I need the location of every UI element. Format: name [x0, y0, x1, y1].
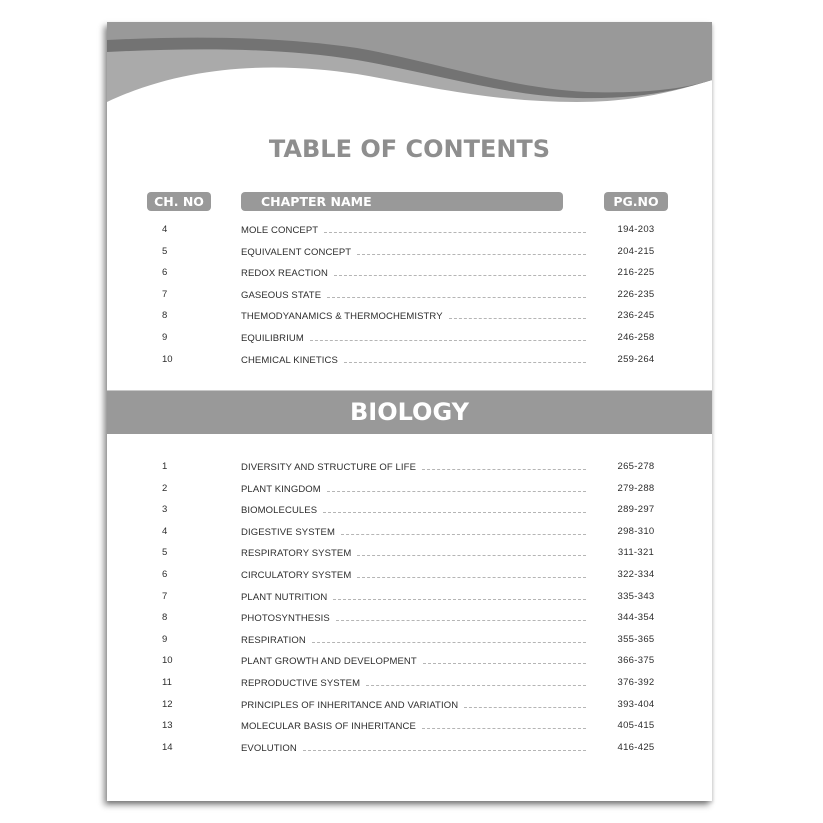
toc-row: [107, 266, 712, 280]
page-range: 311-321: [617, 547, 655, 559]
chapter-name: RESPIRATION: [241, 634, 306, 646]
toc-row: [107, 503, 712, 517]
toc-row: [107, 245, 712, 259]
chapter-number: 8: [162, 612, 168, 624]
chapter-number: 10: [162, 353, 173, 365]
chapter-number: 6: [162, 267, 168, 279]
page-range: 355-365: [617, 633, 655, 645]
dotted-leader: [341, 525, 586, 535]
page-range: 344-354: [617, 612, 655, 624]
dotted-leader: [422, 719, 586, 729]
chapter-name-with-leader: [241, 460, 586, 475]
chapter-number: 4: [162, 224, 168, 235]
toc-row: [107, 568, 712, 582]
chapter-name: DIVERSITY AND STRUCTURE OF LIFE: [241, 462, 417, 473]
chapter-name: BIOMOLECULES: [241, 505, 318, 517]
chapter-number: 7: [162, 590, 168, 602]
dotted-leader: [464, 698, 586, 708]
dotted-leader: [357, 245, 586, 255]
chapter-name-with-leader: [241, 525, 586, 540]
column-header-chapter-no: CH. NO: [147, 192, 211, 211]
chapter-number: 1: [162, 461, 168, 472]
chapter-name: DIGESTIVE SYSTEM: [241, 526, 335, 538]
header-wave-decoration: [107, 22, 712, 112]
chapter-name-with-leader: [241, 654, 586, 669]
toc-row: [107, 546, 712, 560]
page-range: 265-278: [617, 461, 655, 472]
toc-row: [107, 288, 712, 302]
chapter-name: PLANT KINGDOM: [241, 483, 321, 495]
page-range: 322-334: [617, 569, 655, 580]
document-page: [107, 22, 712, 801]
chapter-number: 3: [162, 504, 168, 516]
chapter-number: 11: [162, 677, 172, 688]
toc-row: [107, 353, 712, 367]
dotted-leader: [334, 266, 586, 276]
dotted-leader: [344, 353, 586, 363]
chapter-number: 14: [162, 741, 173, 753]
toc-row: [107, 525, 712, 539]
dotted-leader: [327, 482, 586, 492]
dotted-leader: [357, 568, 586, 578]
dotted-leader: [422, 460, 586, 470]
chapter-number: 4: [162, 525, 168, 537]
page-range: 216-225: [617, 267, 655, 279]
chapter-number: 8: [162, 310, 168, 322]
toc-row: [107, 482, 712, 496]
chapter-name: EVOLUTION: [241, 742, 297, 754]
chapter-name: PRINCIPLES OF INHERITANCE AND VARIATION: [241, 699, 459, 711]
section-heading-biology: BIOLOGY: [107, 390, 712, 434]
chapter-name-with-leader: [241, 590, 586, 605]
toc-row: [107, 698, 712, 712]
chapter-name: REPRODUCTIVE SYSTEM: [241, 678, 361, 689]
toc-row: [107, 223, 712, 237]
chapter-name: PLANT NUTRITION: [241, 591, 328, 603]
chapter-name-with-leader: [241, 676, 586, 691]
dotted-leader: [327, 288, 586, 298]
page-range: 236-245: [617, 310, 655, 322]
dotted-leader: [336, 611, 586, 621]
chapter-name: GASEOUS STATE: [241, 289, 322, 301]
page-range: 366-375: [617, 655, 655, 667]
page-range: 279-288: [617, 482, 655, 494]
chapter-name: RESPIRATORY SYSTEM: [241, 548, 352, 560]
dotted-leader: [310, 331, 586, 341]
chapter-name-with-leader: [241, 266, 586, 281]
toc-row: [107, 741, 712, 755]
toc-row: [107, 611, 712, 625]
page-range: 416-425: [617, 741, 655, 753]
page-range: 194-203: [617, 224, 655, 235]
toc-row: [107, 676, 712, 690]
column-header-chapter-name: CHAPTER NAME: [241, 192, 563, 211]
chapter-number: 7: [162, 288, 168, 300]
page-range: 405-415: [617, 720, 655, 732]
page-range: 259-264: [617, 353, 655, 365]
toc-row: [107, 633, 712, 647]
page-range: 298-310: [617, 525, 655, 537]
page-range: 246-258: [617, 332, 655, 343]
chapter-name: EQUIVALENT CONCEPT: [241, 246, 352, 258]
page-title: TABLE OF CONTENTS: [268, 135, 551, 163]
toc-row: [107, 309, 712, 323]
chapter-number: 10: [162, 655, 173, 667]
chapter-name-with-leader: [241, 331, 586, 346]
toc-row: [107, 654, 712, 668]
chapter-name-with-leader: [241, 245, 586, 260]
chapter-number: 12: [162, 698, 173, 710]
chapter-number: 9: [162, 332, 168, 343]
page-range: 289-297: [617, 504, 655, 516]
chapter-name: REDOX REACTION: [241, 268, 328, 280]
page-range: 226-235: [617, 288, 655, 300]
chapter-name-with-leader: [241, 698, 586, 713]
toc-row: [107, 331, 712, 345]
chapter-name-with-leader: [241, 568, 586, 583]
chapter-name-with-leader: [241, 719, 586, 734]
chapter-name: PHOTOSYNTHESIS: [241, 613, 330, 625]
dotted-leader: [323, 503, 586, 513]
chapter-name-with-leader: [241, 611, 586, 626]
chapter-name-with-leader: [241, 546, 586, 561]
chapter-name: CHEMICAL KINETICS: [241, 354, 338, 366]
page-range: 393-404: [617, 698, 655, 710]
chapter-name: CIRCULATORY SYSTEM: [241, 570, 352, 581]
dotted-leader: [366, 676, 586, 686]
toc-row: [107, 460, 712, 474]
dotted-leader: [324, 223, 586, 233]
dotted-leader: [303, 741, 586, 751]
chapter-name-with-leader: [241, 482, 586, 497]
chapter-name-with-leader: [241, 503, 586, 518]
chapter-number: 2: [162, 482, 168, 494]
chapter-name-with-leader: [241, 288, 586, 303]
page-range: 376-392: [617, 677, 655, 688]
dotted-leader: [449, 309, 586, 319]
dotted-leader: [423, 654, 586, 664]
chapter-number: 6: [162, 569, 168, 580]
dotted-leader: [333, 590, 586, 600]
chapter-name-with-leader: [241, 223, 586, 238]
chapter-number: 13: [162, 720, 173, 732]
chapter-name: PLANT GROWTH AND DEVELOPMENT: [241, 656, 417, 668]
page-range: 204-215: [617, 245, 655, 257]
chapter-name-with-leader: [241, 309, 586, 324]
column-header-page-no: PG.NO: [604, 192, 668, 211]
chapter-name: MOLECULAR BASIS OF INHERITANCE: [241, 721, 416, 733]
chapter-name: EQUILIBRIUM: [241, 333, 304, 344]
toc-row: [107, 719, 712, 733]
chapter-name-with-leader: [241, 741, 586, 756]
chapter-number: 5: [162, 245, 168, 257]
chapter-number: 5: [162, 547, 168, 559]
chapter-name: THEMODYANAMICS & THERMOCHEMISTRY: [241, 311, 443, 323]
dotted-leader: [312, 633, 586, 643]
chapter-name-with-leader: [241, 633, 586, 648]
toc-row: [107, 590, 712, 604]
page-range: 335-343: [617, 590, 655, 602]
chapter-name: MOLE CONCEPT: [241, 225, 319, 236]
chapter-name-with-leader: [241, 353, 586, 368]
dotted-leader: [357, 546, 586, 556]
chapter-number: 9: [162, 633, 168, 645]
